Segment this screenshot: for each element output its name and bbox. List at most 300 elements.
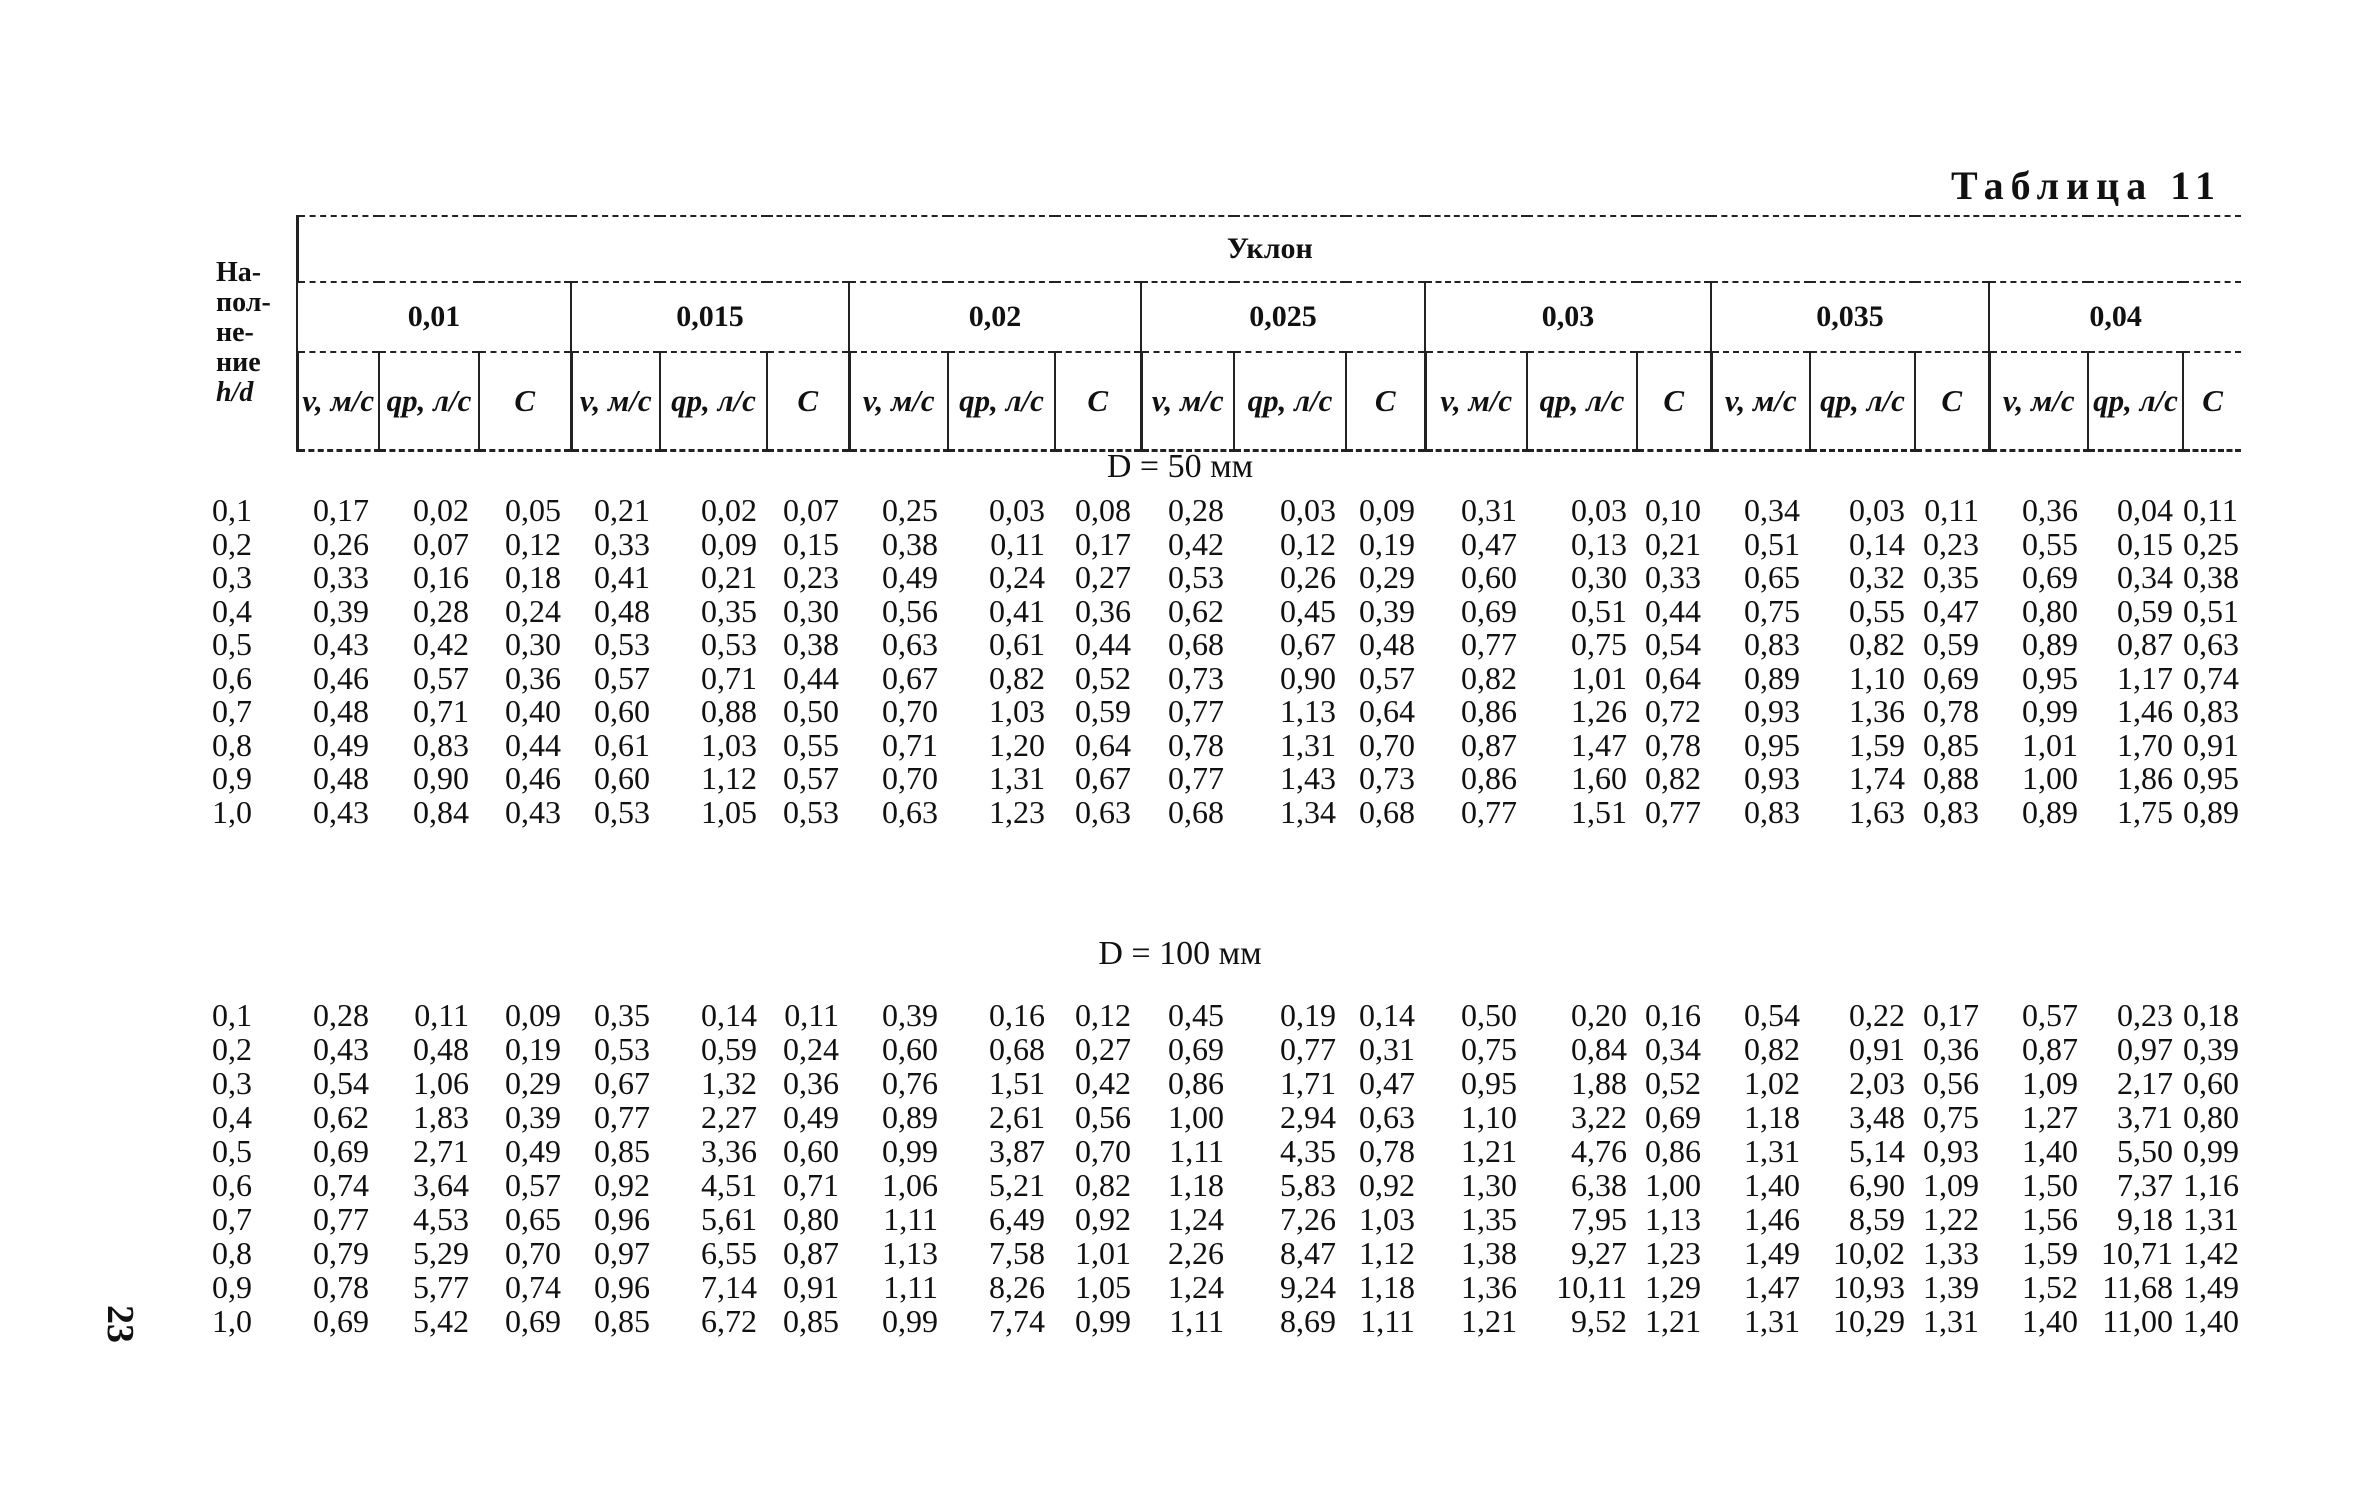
- table-cell: 0,33: [313, 559, 369, 595]
- table-cell: 0,51: [2183, 592, 2239, 629]
- table-cell: 0,09: [701, 525, 757, 562]
- table-cell: 0,78: [313, 1269, 369, 1305]
- table-cell: 0,78: [1359, 1133, 1415, 1169]
- table-cell: 6,72: [701, 1303, 757, 1339]
- table-cell: 0,04: [2117, 492, 2173, 528]
- fill-ratio-cell: 0,3: [212, 559, 252, 595]
- table-row: [210, 561, 2241, 595]
- table-cell: 0,99: [882, 1133, 938, 1169]
- table-cell: 1,31: [1280, 726, 1336, 763]
- table-cell: 0,52: [1075, 659, 1131, 696]
- table-row: [210, 1202, 2241, 1236]
- table-cell: 0,45: [1280, 592, 1336, 629]
- table-cell: 4,53: [413, 1201, 469, 1237]
- table-cell: 0,43: [313, 793, 369, 830]
- table-cell: 0,78: [1645, 726, 1701, 763]
- table-cell: 0,71: [413, 693, 469, 729]
- table-cell: 9,24: [1280, 1269, 1336, 1305]
- table-cell: 0,65: [505, 1201, 561, 1237]
- table-cell: 1,03: [701, 726, 757, 763]
- fill-ratio-cell: 0,5: [212, 1133, 252, 1169]
- table-cell: 0,50: [1461, 997, 1517, 1033]
- table-cell: 4,76: [1571, 1133, 1627, 1169]
- table-cell: 1,12: [1359, 1235, 1415, 1271]
- table-cell: 0,57: [505, 1167, 561, 1203]
- table-cell: 0,36: [505, 659, 561, 696]
- table-cell: 0,77: [313, 1201, 369, 1237]
- table-cell: 0,77: [1461, 793, 1517, 830]
- table-cell: 1,06: [413, 1065, 469, 1101]
- table-cell: 0,34: [1744, 492, 1800, 528]
- table-cell: 0,90: [413, 760, 469, 796]
- table-cell: 10,02: [1833, 1235, 1905, 1271]
- table-row: [210, 729, 2241, 763]
- table-cell: 0,62: [313, 1099, 369, 1135]
- table-cell: 1,47: [1571, 726, 1627, 763]
- table-cell: 0,82: [1744, 1031, 1800, 1067]
- table-cell: 0,80: [2022, 592, 2078, 629]
- table-cell: 1,01: [2022, 726, 2078, 763]
- table-cell: 0,82: [1075, 1167, 1131, 1203]
- table-cell: 1,33: [1923, 1235, 1979, 1271]
- table-cell: 1,24: [1168, 1269, 1224, 1305]
- table-cell: 0,53: [594, 793, 650, 830]
- table-cell: 0,87: [783, 1235, 839, 1271]
- table-cell: 1,21: [1461, 1133, 1517, 1169]
- table-cell: 0,03: [989, 492, 1045, 528]
- table-cell: 0,84: [1571, 1031, 1627, 1067]
- table-cell: 0,38: [882, 525, 938, 562]
- table-row: [210, 1168, 2241, 1202]
- table-cell: 0,86: [1645, 1133, 1701, 1169]
- table-cell: 0,60: [783, 1133, 839, 1169]
- column-subheader: v, м/с: [1989, 352, 2088, 451]
- table-cell: 5,77: [413, 1269, 469, 1305]
- data-table-d100: [210, 998, 2241, 1338]
- table-title: Таблица 11: [1950, 163, 2222, 208]
- table-row: [210, 1236, 2241, 1270]
- fill-ratio-header: [210, 216, 297, 451]
- table-cell: 0,12: [1075, 997, 1131, 1033]
- table-cell: 0,74: [505, 1269, 561, 1305]
- table-cell: 1,63: [1849, 793, 1905, 830]
- table-cell: 1,71: [1280, 1065, 1336, 1101]
- table-cell: 0,77: [1645, 793, 1701, 830]
- table-cell: 0,50: [783, 693, 839, 729]
- table-cell: 0,36: [783, 1065, 839, 1101]
- table-cell: 1,10: [1461, 1099, 1517, 1135]
- table-cell: 1,40: [2022, 1133, 2078, 1169]
- table-cell: 10,93: [1833, 1269, 1905, 1305]
- table-cell: 0,59: [701, 1031, 757, 1067]
- table-cell: 0,77: [1168, 760, 1224, 796]
- table-cell: 0,19: [505, 1031, 561, 1067]
- table-cell: 0,96: [594, 1269, 650, 1305]
- table-cell: 0,91: [2183, 726, 2239, 763]
- table-cell: 0,36: [1923, 1031, 1979, 1067]
- fill-ratio-cell: 0,6: [212, 1167, 252, 1203]
- fill-ratio-cell: 0,5: [212, 626, 252, 662]
- table-cell: 0,45: [1168, 997, 1224, 1033]
- table-cell: 2,03: [1849, 1065, 1905, 1101]
- table-cell: 0,19: [1280, 997, 1336, 1033]
- table-cell: 1,21: [1461, 1303, 1517, 1339]
- table-cell: 1,00: [1168, 1099, 1224, 1135]
- fill-ratio-cell: 1,0: [212, 1303, 252, 1339]
- table-cell: 0,40: [505, 693, 561, 729]
- table-cell: 0,12: [1280, 525, 1336, 562]
- table-cell: 0,95: [2022, 659, 2078, 696]
- table-cell: 1,11: [1169, 1133, 1224, 1169]
- table-cell: 5,14: [1849, 1133, 1905, 1169]
- table-cell: 0,15: [783, 525, 839, 562]
- table-cell: 0,44: [1075, 626, 1131, 662]
- table-cell: 8,59: [1849, 1201, 1905, 1237]
- table-cell: 1,31: [2183, 1201, 2239, 1237]
- table-cell: 0,07: [783, 492, 839, 528]
- table-cell: 1,21: [1645, 1303, 1701, 1339]
- table-cell: 1,18: [1168, 1167, 1224, 1203]
- column-subheader: C: [1055, 352, 1141, 451]
- table-cell: 0,39: [505, 1099, 561, 1135]
- table-cell: 0,57: [594, 659, 650, 696]
- table-cell: 0,97: [594, 1235, 650, 1271]
- table-cell: 1,13: [1645, 1201, 1701, 1237]
- table-cell: 0,91: [1849, 1031, 1905, 1067]
- table-cell: 3,36: [701, 1133, 757, 1169]
- table-cell: 1,49: [1744, 1235, 1800, 1271]
- table-cell: 0,16: [1645, 997, 1701, 1033]
- table-cell: 0,57: [2022, 997, 2078, 1033]
- table-cell: 1,11: [1360, 1303, 1415, 1339]
- table-cell: 1,31: [1744, 1303, 1800, 1339]
- table-cell: 9,52: [1571, 1303, 1627, 1339]
- table-cell: 0,44: [1645, 592, 1701, 629]
- table-cell: 0,71: [701, 659, 757, 696]
- table-cell: 0,48: [413, 1031, 469, 1067]
- table-cell: 0,07: [413, 525, 469, 562]
- table-cell: 0,86: [1168, 1065, 1224, 1101]
- table-cell: 3,64: [413, 1167, 469, 1203]
- section-label-d100: D = 100 мм: [1098, 935, 1262, 972]
- table-cell: 0,68: [1168, 626, 1224, 662]
- table-cell: 0,16: [989, 997, 1045, 1033]
- table-cell: 0,43: [313, 626, 369, 662]
- table-cell: 0,70: [1075, 1133, 1131, 1169]
- table-cell: 1,86: [2117, 760, 2173, 796]
- table-cell: 0,73: [1168, 659, 1224, 696]
- table-cell: 1,13: [882, 1235, 938, 1271]
- table-cell: 4,51: [701, 1167, 757, 1203]
- table-cell: 1,24: [1168, 1201, 1224, 1237]
- table-cell: 0,86: [1461, 760, 1517, 796]
- table-cell: 0,78: [1923, 693, 1979, 729]
- column-subheader: C: [1346, 352, 1425, 451]
- table-cell: 0,09: [505, 997, 561, 1033]
- table-cell: 0,69: [1645, 1099, 1701, 1135]
- table-cell: 0,21: [1645, 525, 1701, 562]
- table-row: [210, 494, 2241, 528]
- column-subheader: v, м/с: [1425, 352, 1527, 451]
- table-cell: 0,82: [1645, 760, 1701, 796]
- table-cell: 3,48: [1849, 1099, 1905, 1135]
- fill-ratio-cell: 0,8: [212, 726, 252, 763]
- table-cell: 5,29: [413, 1235, 469, 1271]
- table-cell: 1,03: [1359, 1201, 1415, 1237]
- table-cell: 0,78: [1168, 726, 1224, 763]
- column-subheader: C: [2183, 352, 2241, 451]
- table-cell: 1,70: [2117, 726, 2173, 763]
- table-cell: 1,09: [1923, 1167, 1979, 1203]
- table-cell: 0,11: [414, 997, 469, 1033]
- table-cell: 2,61: [989, 1099, 1045, 1135]
- table-cell: 0,69: [2022, 559, 2078, 595]
- table-cell: 0,51: [1571, 592, 1627, 629]
- table-cell: 0,70: [882, 760, 938, 796]
- fill-ratio-cell: 0,7: [212, 1201, 252, 1237]
- table-cell: 1,49: [2183, 1269, 2239, 1305]
- table-cell: 0,56: [882, 592, 938, 629]
- table-cell: 0,75: [1744, 592, 1800, 629]
- table-cell: 0,72: [1645, 693, 1701, 729]
- table-cell: 0,74: [313, 1167, 369, 1203]
- table-cell: 0,39: [2183, 1031, 2239, 1067]
- table-cell: 0,19: [1359, 525, 1415, 562]
- table-cell: 0,23: [2117, 997, 2173, 1033]
- table-cell: 0,80: [2183, 1099, 2239, 1135]
- table-cell: 1,01: [1571, 659, 1627, 696]
- table-cell: 1,35: [1461, 1201, 1517, 1237]
- table-cell: 0,86: [1461, 693, 1517, 729]
- table-cell: 0,87: [2022, 1031, 2078, 1067]
- table-cell: 0,53: [594, 1031, 650, 1067]
- table-cell: 1,06: [882, 1167, 938, 1203]
- table-cell: 0,57: [1359, 659, 1415, 696]
- column-subheader: v, м/с: [849, 352, 948, 451]
- table-cell: 0,43: [505, 793, 561, 830]
- table-cell: 1,31: [1923, 1303, 1979, 1339]
- table-cell: 0,41: [594, 559, 650, 595]
- table-cell: 0,21: [594, 492, 650, 528]
- table-cell: 0,63: [1075, 793, 1131, 830]
- table-cell: 0,02: [413, 492, 469, 528]
- table-cell: 0,63: [882, 626, 938, 662]
- column-subheader: qp, л/с: [1527, 352, 1637, 451]
- table-cell: 0,08: [1075, 492, 1131, 528]
- slope-header: 0,01: [297, 282, 571, 352]
- table-cell: 7,37: [2117, 1167, 2173, 1203]
- table-cell: 0,53: [1168, 559, 1224, 595]
- table-cell: 0,83: [413, 726, 469, 763]
- table-cell: 0,75: [1461, 1031, 1517, 1067]
- table-cell: 0,74: [2183, 659, 2239, 696]
- table-row: [210, 1100, 2241, 1134]
- table-cell: 0,63: [1359, 1099, 1415, 1135]
- table-cell: 1,83: [413, 1099, 469, 1135]
- table-cell: 0,28: [413, 592, 469, 629]
- table-cell: 0,54: [1645, 626, 1701, 662]
- table-cell: 11,00: [2102, 1303, 2173, 1339]
- table-cell: 0,14: [701, 997, 757, 1033]
- table-cell: 7,14: [701, 1269, 757, 1305]
- table-row: [210, 528, 2241, 562]
- fill-ratio-cell: 0,4: [212, 1099, 252, 1135]
- table-cell: 6,38: [1571, 1167, 1627, 1203]
- table-cell: 0,48: [313, 760, 369, 796]
- table-cell: 0,02: [701, 492, 757, 528]
- table-cell: 7,26: [1280, 1201, 1336, 1237]
- table-cell: 0,93: [1744, 693, 1800, 729]
- table-cell: 0,23: [783, 559, 839, 595]
- column-subheader: C: [767, 352, 849, 451]
- table-cell: 1,22: [1923, 1201, 1979, 1237]
- table-cell: 0,16: [413, 559, 469, 595]
- table-cell: 10,29: [1833, 1303, 1905, 1339]
- table-cell: 1,40: [2183, 1303, 2239, 1339]
- stub-line-5: h/d: [216, 377, 254, 409]
- table-cell: 0,97: [2117, 1031, 2173, 1067]
- table-cell: 1,39: [1923, 1269, 1979, 1305]
- fill-ratio-cell: 0,9: [212, 760, 252, 796]
- table-cell: 0,20: [1571, 997, 1627, 1033]
- table-cell: 0,68: [1168, 793, 1224, 830]
- fill-ratio-cell: 0,4: [212, 592, 252, 629]
- table-cell: 1,52: [2022, 1269, 2078, 1305]
- table-cell: 5,83: [1280, 1167, 1336, 1203]
- column-subheader: v, м/с: [1711, 352, 1810, 451]
- table-cell: 0,56: [1923, 1065, 1979, 1101]
- table-cell: 0,59: [1075, 693, 1131, 729]
- table-cell: 1,05: [1075, 1269, 1131, 1305]
- table-cell: 0,90: [1280, 659, 1336, 696]
- table-cell: 0,09: [1359, 492, 1415, 528]
- table-cell: 0,85: [783, 1303, 839, 1339]
- table-cell: 0,99: [2022, 693, 2078, 729]
- table-cell: 1,40: [1744, 1167, 1800, 1203]
- data-table-d50: [210, 494, 2241, 829]
- table-cell: 0,82: [1849, 626, 1905, 662]
- table-cell: 0,92: [594, 1167, 650, 1203]
- table-row: [210, 998, 2241, 1032]
- table-cell: 1,11: [883, 1201, 938, 1237]
- slope-header: 0,02: [849, 282, 1141, 352]
- table-cell: 0,34: [2117, 559, 2173, 595]
- table-row: [210, 662, 2241, 696]
- table-cell: 0,83: [1744, 626, 1800, 662]
- table-cell: 0,71: [783, 1167, 839, 1203]
- table-cell: 0,73: [1359, 760, 1415, 796]
- table-cell: 0,48: [594, 592, 650, 629]
- table-cell: 1,59: [1849, 726, 1905, 763]
- table-cell: 5,61: [701, 1201, 757, 1237]
- table-cell: 0,87: [1461, 726, 1517, 763]
- table-cell: 1,00: [2022, 760, 2078, 796]
- table-cell: 0,63: [882, 793, 938, 830]
- fill-ratio-cell: 0,2: [212, 1031, 252, 1067]
- slope-header: 0,035: [1711, 282, 1989, 352]
- table-cell: 0,67: [882, 659, 938, 696]
- table-cell: 0,95: [1744, 726, 1800, 763]
- table-cell: 10,11: [1556, 1269, 1627, 1305]
- table-row: [210, 1304, 2241, 1338]
- table-cell: 0,48: [1359, 626, 1415, 662]
- table-cell: 0,99: [1075, 1303, 1131, 1339]
- table-cell: 0,11: [784, 997, 839, 1033]
- table-cell: 0,88: [1923, 760, 1979, 796]
- table-cell: 0,54: [1744, 997, 1800, 1033]
- table-cell: 0,80: [783, 1201, 839, 1237]
- table-cell: 0,18: [505, 559, 561, 595]
- table-cell: 0,55: [1849, 592, 1905, 629]
- table-cell: 0,60: [594, 693, 650, 729]
- table-cell: 0,39: [313, 592, 369, 629]
- table-cell: 1,03: [989, 693, 1045, 729]
- table-cell: 1,46: [2117, 693, 2173, 729]
- table-cell: 1,74: [1849, 760, 1905, 796]
- table-cell: 1,18: [1744, 1099, 1800, 1135]
- table-cell: 1,43: [1280, 760, 1336, 796]
- table-cell: 1,02: [1744, 1065, 1800, 1101]
- table-cell: 0,23: [1923, 525, 1979, 562]
- table-cell: 0,57: [413, 659, 469, 696]
- table-cell: 0,30: [783, 592, 839, 629]
- table-cell: 0,33: [594, 525, 650, 562]
- table-cell: 6,55: [701, 1235, 757, 1271]
- table-cell: 1,38: [1461, 1235, 1517, 1271]
- table-cell: 0,32: [1849, 559, 1905, 595]
- table-cell: 0,14: [1849, 525, 1905, 562]
- table-cell: 0,17: [313, 492, 369, 528]
- table-cell: 4,35: [1280, 1133, 1336, 1169]
- table-cell: 1,30: [1461, 1167, 1517, 1203]
- column-subheader: qp, л/с: [379, 352, 479, 451]
- table-cell: 0,89: [2022, 793, 2078, 830]
- table-cell: 0,21: [701, 559, 757, 595]
- table-cell: 0,70: [1359, 726, 1415, 763]
- table-cell: 0,79: [313, 1235, 369, 1271]
- table-cell: 0,89: [2183, 793, 2239, 830]
- fill-ratio-cell: 0,3: [212, 1065, 252, 1101]
- table-cell: 1,12: [701, 760, 757, 796]
- table-cell: 0,10: [1645, 492, 1701, 528]
- slope-header: 0,04: [1989, 282, 2241, 352]
- table-cell: 1,51: [989, 1065, 1045, 1101]
- table-cell: 0,69: [313, 1133, 369, 1169]
- table-cell: 0,67: [594, 1065, 650, 1101]
- table-cell: 0,55: [783, 726, 839, 763]
- table-cell: 0,56: [1075, 1099, 1131, 1135]
- table-cell: 1,46: [1744, 1201, 1800, 1237]
- table-cell: 7,58: [989, 1235, 1045, 1271]
- table-cell: 0,76: [882, 1065, 938, 1101]
- table-cell: 0,36: [1075, 592, 1131, 629]
- table-cell: 1,47: [1744, 1269, 1800, 1305]
- table-cell: 0,49: [505, 1133, 561, 1169]
- table-cell: 0,92: [1075, 1201, 1131, 1237]
- table-cell: 0,60: [594, 760, 650, 796]
- table-cell: 0,39: [882, 997, 938, 1033]
- table-cell: 10,71: [2101, 1235, 2173, 1271]
- table-cell: 0,69: [1923, 659, 1979, 696]
- table-cell: 3,87: [989, 1133, 1045, 1169]
- table-cell: 0,88: [701, 693, 757, 729]
- table-cell: 1,29: [1645, 1269, 1701, 1305]
- table-cell: 1,50: [2022, 1167, 2078, 1203]
- table-cell: 0,64: [1645, 659, 1701, 696]
- table-cell: 0,53: [594, 626, 650, 662]
- table-cell: 1,17: [2117, 659, 2173, 696]
- table-cell: 8,69: [1280, 1303, 1336, 1339]
